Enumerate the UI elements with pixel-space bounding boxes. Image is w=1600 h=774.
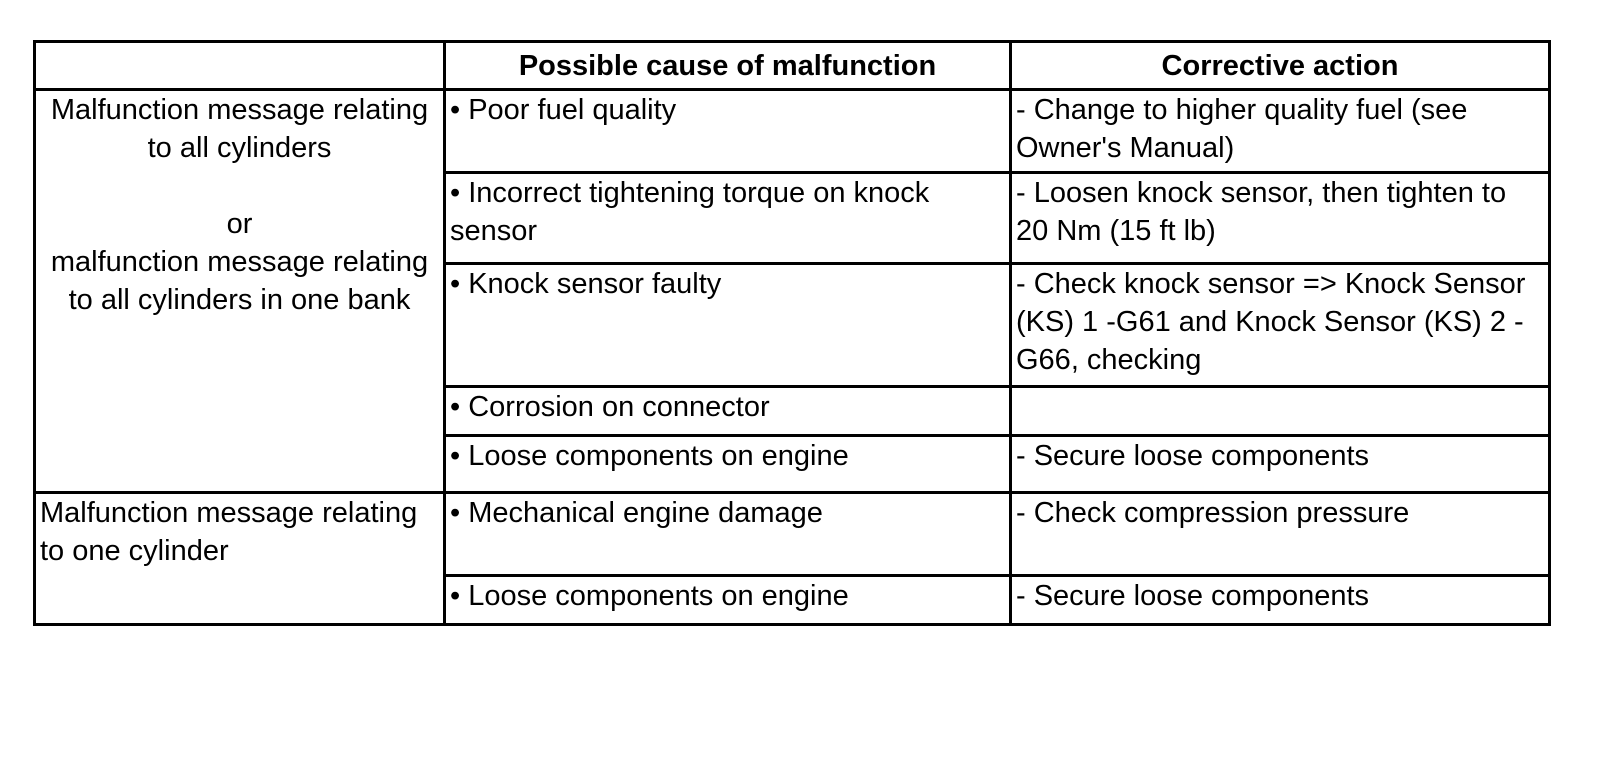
- symptom-cell-all-cylinders: [35, 90, 445, 493]
- cause-cell: • Loose components on engine: [445, 436, 1011, 493]
- cause-cell: • Loose components on engine: [445, 576, 1011, 625]
- action-cell: - Loosen knock sensor, then tighten to 20 Nm (15 ft lb): [1011, 173, 1550, 264]
- table-row: [35, 493, 1550, 576]
- cause-cell: • Corrosion on connector: [445, 387, 1011, 436]
- action-cell: - Change to higher quality fuel (see Owner's Manual): [1011, 90, 1550, 173]
- action-cell: - Check compression pressure: [1011, 493, 1550, 576]
- header-row: [35, 42, 1550, 90]
- symptom-line: to all cylinders: [147, 132, 332, 164]
- symptom-spacer: [40, 167, 439, 205]
- cause-cell: • Incorrect tightening torque on knock sensor: [445, 173, 1011, 264]
- table-row: [35, 90, 1550, 173]
- symptom-line: Malfunction message relating: [40, 497, 418, 529]
- troubleshooting-table: [33, 40, 1551, 626]
- header-symptom: [35, 42, 445, 90]
- header-corrective-action: Corrective action: [1011, 42, 1550, 90]
- action-cell: - Secure loose components: [1011, 576, 1550, 625]
- header-possible-cause: Possible cause of malfunction: [445, 42, 1011, 90]
- symptom-line: malfunction message relating: [50, 246, 429, 278]
- cause-cell: • Mechanical engine damage: [445, 493, 1011, 576]
- action-cell: - Secure loose components: [1011, 436, 1550, 493]
- symptom-cell-one-cylinder: [35, 493, 445, 625]
- action-cell: - Check knock sensor => Knock Sensor (KS) 1 -G61 and Knock Sensor (KS) 2 -G66, checking: [1011, 264, 1550, 387]
- cause-cell: • Poor fuel quality: [445, 90, 1011, 173]
- symptom-line: Malfunction message relating: [50, 94, 429, 126]
- cause-cell: • Knock sensor faulty: [445, 264, 1011, 387]
- symptom-line: or: [226, 208, 253, 240]
- symptom-line: to all cylinders in one bank: [68, 284, 411, 316]
- action-cell: [1011, 387, 1550, 436]
- symptom-line: to one cylinder: [40, 535, 229, 567]
